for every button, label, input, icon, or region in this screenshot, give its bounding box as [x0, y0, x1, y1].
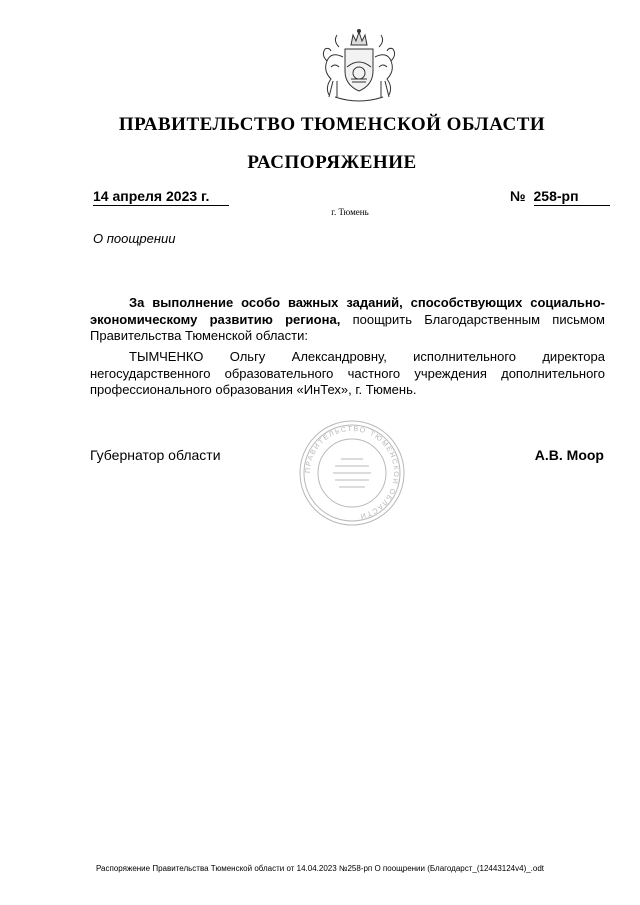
official-seal-icon: [297, 418, 407, 528]
document-city: г. Тюмень: [331, 207, 369, 217]
signatory-position: Губернатор области: [90, 447, 221, 463]
body-paragraph-1-bold: За выполнение особо важных заданий, способствующих социально-экономическому развитию региона,: [90, 295, 605, 327]
document-subject: О поощрении: [93, 231, 176, 246]
body-paragraph-1: [90, 295, 605, 345]
number-value: 258-рп: [534, 188, 610, 206]
footer-document-reference: Распоряжение Правительства Тюменской области от 14.04.2023 №258-рп О поощрении (Благодарст_(12443124v4)_.odt: [95, 864, 545, 873]
number-sign: №: [510, 188, 526, 204]
coat-of-arms-icon: [315, 27, 403, 105]
document-number: [510, 188, 610, 206]
body-paragraph-1-rest: поощрить Благодарственным письмом Правительства Тюменской области:: [90, 311, 605, 343]
body-paragraph-2: ТЫМЧЕНКО Ольгу Александровну, исполнительного директора негосударственного образовательного частного учреждения дополнительного профессионального образования «ИнТех», г. Тюмень.: [90, 349, 605, 397]
signatory-name: А.В. Моор: [534, 447, 604, 463]
document-date: 14 апреля 2023 г.: [93, 188, 229, 206]
document-type-title: РАСПОРЯЖЕНИЕ: [247, 152, 417, 173]
seal-text: ПРАВИТЕЛЬСТВО ТЮМЕНСКОЙ ОБЛАСТИ: [304, 425, 400, 520]
government-title: ПРАВИТЕЛЬСТВО ТЮМЕНСКОЙ ОБЛАСТИ: [118, 114, 546, 135]
